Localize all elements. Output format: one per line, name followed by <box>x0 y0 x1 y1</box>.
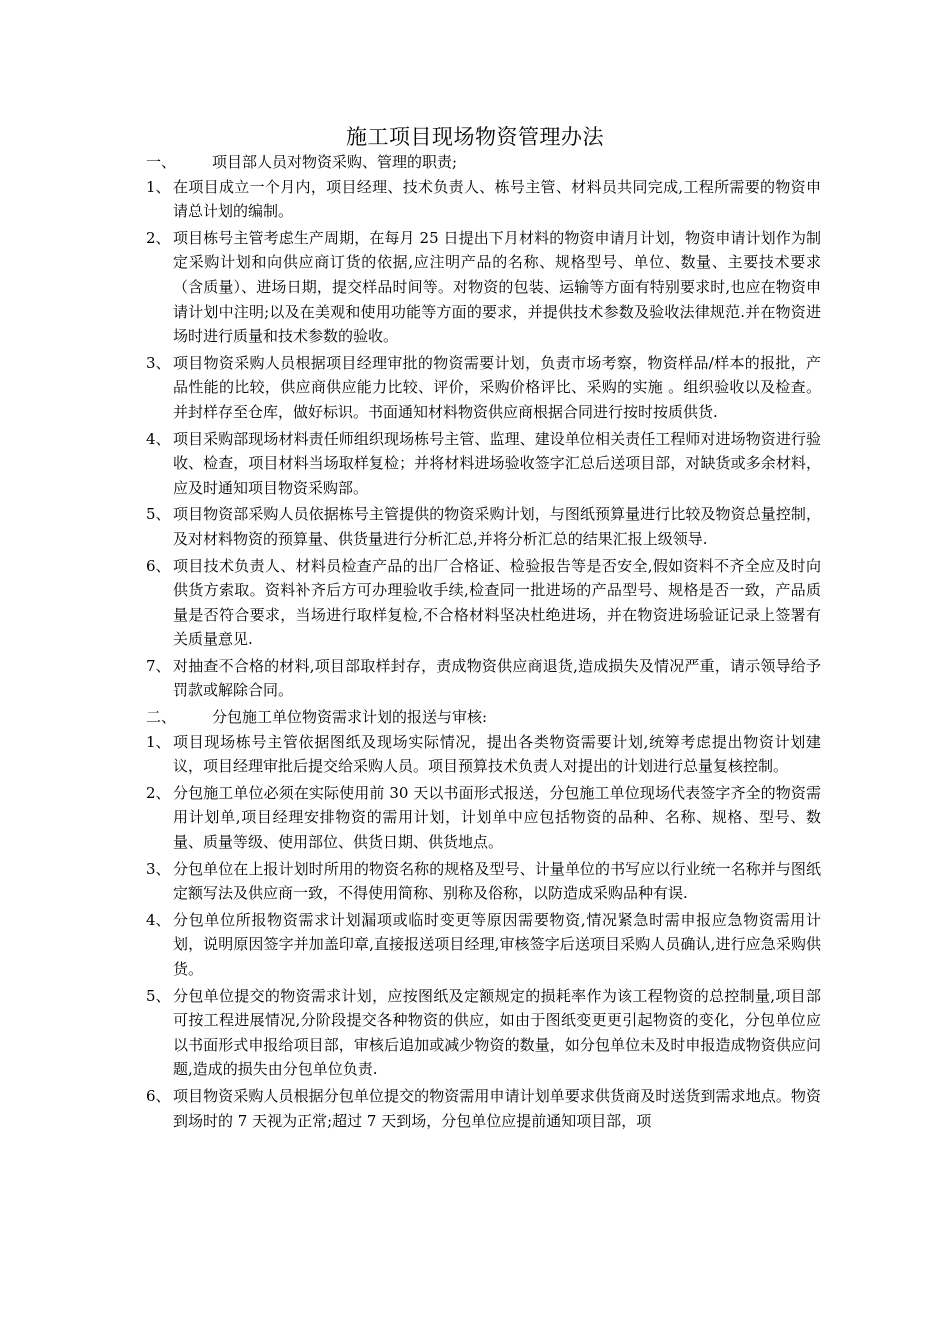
item-number: 4、 <box>146 910 171 929</box>
document-body <box>146 150 821 1135</box>
item-text: 在项目成立一个月内，项目经理、技术负责人、栋号主管、材料员共同完成,工程所需要的物资申请总计划的编制。 <box>173 177 821 221</box>
item-text: 项目采购部现场材料责任师组织现场栋号主管、监理、建设单位相关责任工程师对进场物资进行验收、检查，项目材料当场取样复检；并将材料进场验收签字汇总后送项目部，对缺货或多余材料，应及时通知项目物资采购部。 <box>173 429 821 497</box>
item-number: 3、 <box>146 859 171 878</box>
list-item <box>146 351 821 425</box>
list-item <box>146 781 821 855</box>
item-number: 6、 <box>146 1086 171 1105</box>
item-text: 项目栋号主管考虑生产周期，在每月 25 日提出下月材料的物资申请月计划，物资申请计划作为制定采购计划和向供应商订货的依据,应注明产品的名称、规格型号、单位、数量、主要技术要求（含质量）、进场日期，提交样品时间等。对物资的包装、运输等方面有特别要求时,也应在物资申请计划中注明;以及在美观和使用功能等方面的要求，并提供技术参数及验收法律规范.并在物资进场时进行质量和技术参数的验收。 <box>173 228 821 346</box>
item-number: 7、 <box>146 656 171 675</box>
document-title: 施工项目现场物资管理办法 <box>346 125 604 149</box>
item-text: 项目技术负责人、材料员检查产品的出厂合格证、检验报告等是否安全,假如资料不齐全应及时向供货方索取。资料补齐后方可办理验收手续,检查同一批进场的产品型号、规格是否一致，产品质量是否符合要求，当场进行取样复检,不合格材料坚决杜绝进场，并在物资进场验证记录上签署有关质量意见. <box>173 556 821 649</box>
list-item <box>146 654 821 703</box>
item-text: 对抽查不合格的材料,项目部取样封存，责成物资供应商退货,造成损失及情况严重，请示领导给予罚款或解除合同。 <box>173 656 821 700</box>
list-item <box>146 730 821 779</box>
item-number: 1、 <box>146 177 171 196</box>
section-heading <box>146 150 821 175</box>
item-number: 2、 <box>146 228 171 247</box>
list-item <box>146 554 821 652</box>
item-text: 项目物资采购人员根据项目经理审批的物资需要计划，负责市场考察，物资样品/样本的报批，产品性能的比较，供应商供应能力比较、评价，采购价格评比、采购的实施 。组织验收以及检查。并封样存至仓库，做好标识。书面通知材料物资供应商根据合同进行按时按质供货. <box>173 353 821 421</box>
item-text: 分包施工单位必须在实际使用前 30 天以书面形式报送，分包施工单位现场代表签字齐全的物资需用计划单,项目经理安排物资的需用计划，计划单中应包括物资的品种、名称、规格、型号、数量、质量等级、使用部位、供货日期、供货地点。 <box>173 783 821 852</box>
item-text: 分包单位提交的物资需求计划，应按图纸及定额规定的损耗率作为该工程物资的总控制量,项目部可按工程进展情况,分阶段提交各种物资的供应，如由于图纸变更更引起物资的变化，分包单位应以书面形式申报给项目部，审核后追加或减少物资的数量，如分包单位未及时申报造成物资供应问题,造成的损失由分包单位负责. <box>173 986 821 1079</box>
item-number: 6、 <box>146 556 171 575</box>
item-number: 2、 <box>146 783 171 802</box>
item-text: 分包单位在上报计划时所用的物资名称的规格及型号、计量单位的书写应以行业统一名称并与图纸定额写法及供应商一致，不得使用简称、别称及俗称，以防造成采购品种有误. <box>173 859 821 903</box>
item-number: 3、 <box>146 353 171 372</box>
item-number: 5、 <box>146 505 171 524</box>
section-heading-text: 项目部人员对物资采购、管理的职责; <box>212 153 458 171</box>
section-heading-text: 分包施工单位物资需求计划的报送与审核: <box>212 708 488 727</box>
item-number: 4、 <box>146 429 171 448</box>
list-item <box>146 226 821 349</box>
item-text: 项目现场栋号主管依据图纸及现场实际情况，提出各类物资需要计划,统筹考虑提出物资计划建议，项目经理审批后提交给采购人员。项目预算技术负责人对提出的计划进行总量复核控制。 <box>173 732 821 776</box>
list-item <box>146 908 821 982</box>
item-number: 1、 <box>146 732 171 751</box>
item-text: 分包单位所报物资需求计划漏项或临时变更等原因需要物资,情况紧急时需申报应急物资需用计划，说明原因签字并加盖印章,直接报送项目经理,审核签字后送项目采购人员确认,进行应急采购供货。 <box>173 910 821 978</box>
item-text: 项目物资部采购人员依据栋号主管提供的物资采购计划，与图纸预算量进行比较及物资总量控制，及对材料物资的预算量、供货量进行分析汇总,并将分析汇总的结果汇报上级领导. <box>173 505 821 548</box>
section-number: 一、 <box>146 153 177 171</box>
list-item <box>146 175 821 224</box>
item-text: 项目物资采购人员根据分包单位提交的物资需用申请计划单要求供货商及时送货到需求地点。物资到场时的 7 天视为正常;超过 7 天到场，分包单位应提前通知项目部，项 <box>173 1086 821 1130</box>
section-number: 二、 <box>146 708 177 727</box>
list-item <box>146 984 821 1082</box>
section-heading <box>146 705 821 730</box>
item-number: 5、 <box>146 986 171 1005</box>
list-item <box>146 502 821 551</box>
list-item <box>146 1084 821 1133</box>
list-item <box>146 427 821 501</box>
list-item <box>146 857 821 906</box>
